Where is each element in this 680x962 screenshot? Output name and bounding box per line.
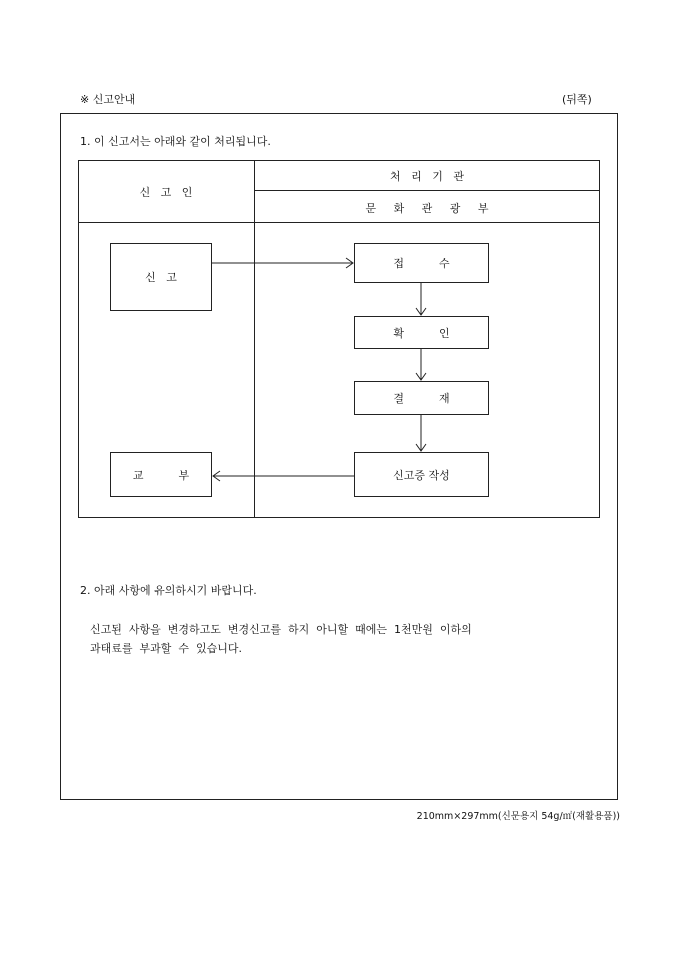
penalty-notice-line-1: 신고된 사항을 변경하고도 변경신고를 하지 아니할 때에는 1천만원 이하의	[90, 623, 472, 636]
flow-issue-box: 교 부	[110, 452, 212, 497]
applicant-column-header: 신 고 인	[139, 186, 193, 199]
flow-certificate-box: 신고증 작성	[354, 452, 489, 497]
paper-spec: 210mm×297mm(신문용지 54g/㎡(재활용품))	[416, 811, 620, 822]
section-1-title: 1. 이 신고서는 아래와 같이 처리됩니다.	[80, 135, 271, 148]
penalty-notice	[90, 620, 605, 658]
penalty-notice-line-2: 과태료를 부과할 수 있습니다.	[90, 642, 242, 655]
agency-name: 문 화 관 광 부	[365, 202, 489, 215]
flow-approval-box: 결 재	[354, 381, 489, 415]
section-2-title: 2. 아래 사항에 유의하시기 바랍니다.	[80, 584, 257, 597]
flow-report-box: 신 고	[110, 243, 212, 311]
back-side-label: (뒤쪽)	[562, 93, 592, 106]
flow-receipt-box: 접 수	[354, 243, 489, 283]
flow-confirm-box: 확 인	[354, 316, 489, 349]
agency-column-header: 처 리 기 관	[390, 170, 464, 183]
notice-title: ※ 신고안내	[80, 93, 136, 106]
